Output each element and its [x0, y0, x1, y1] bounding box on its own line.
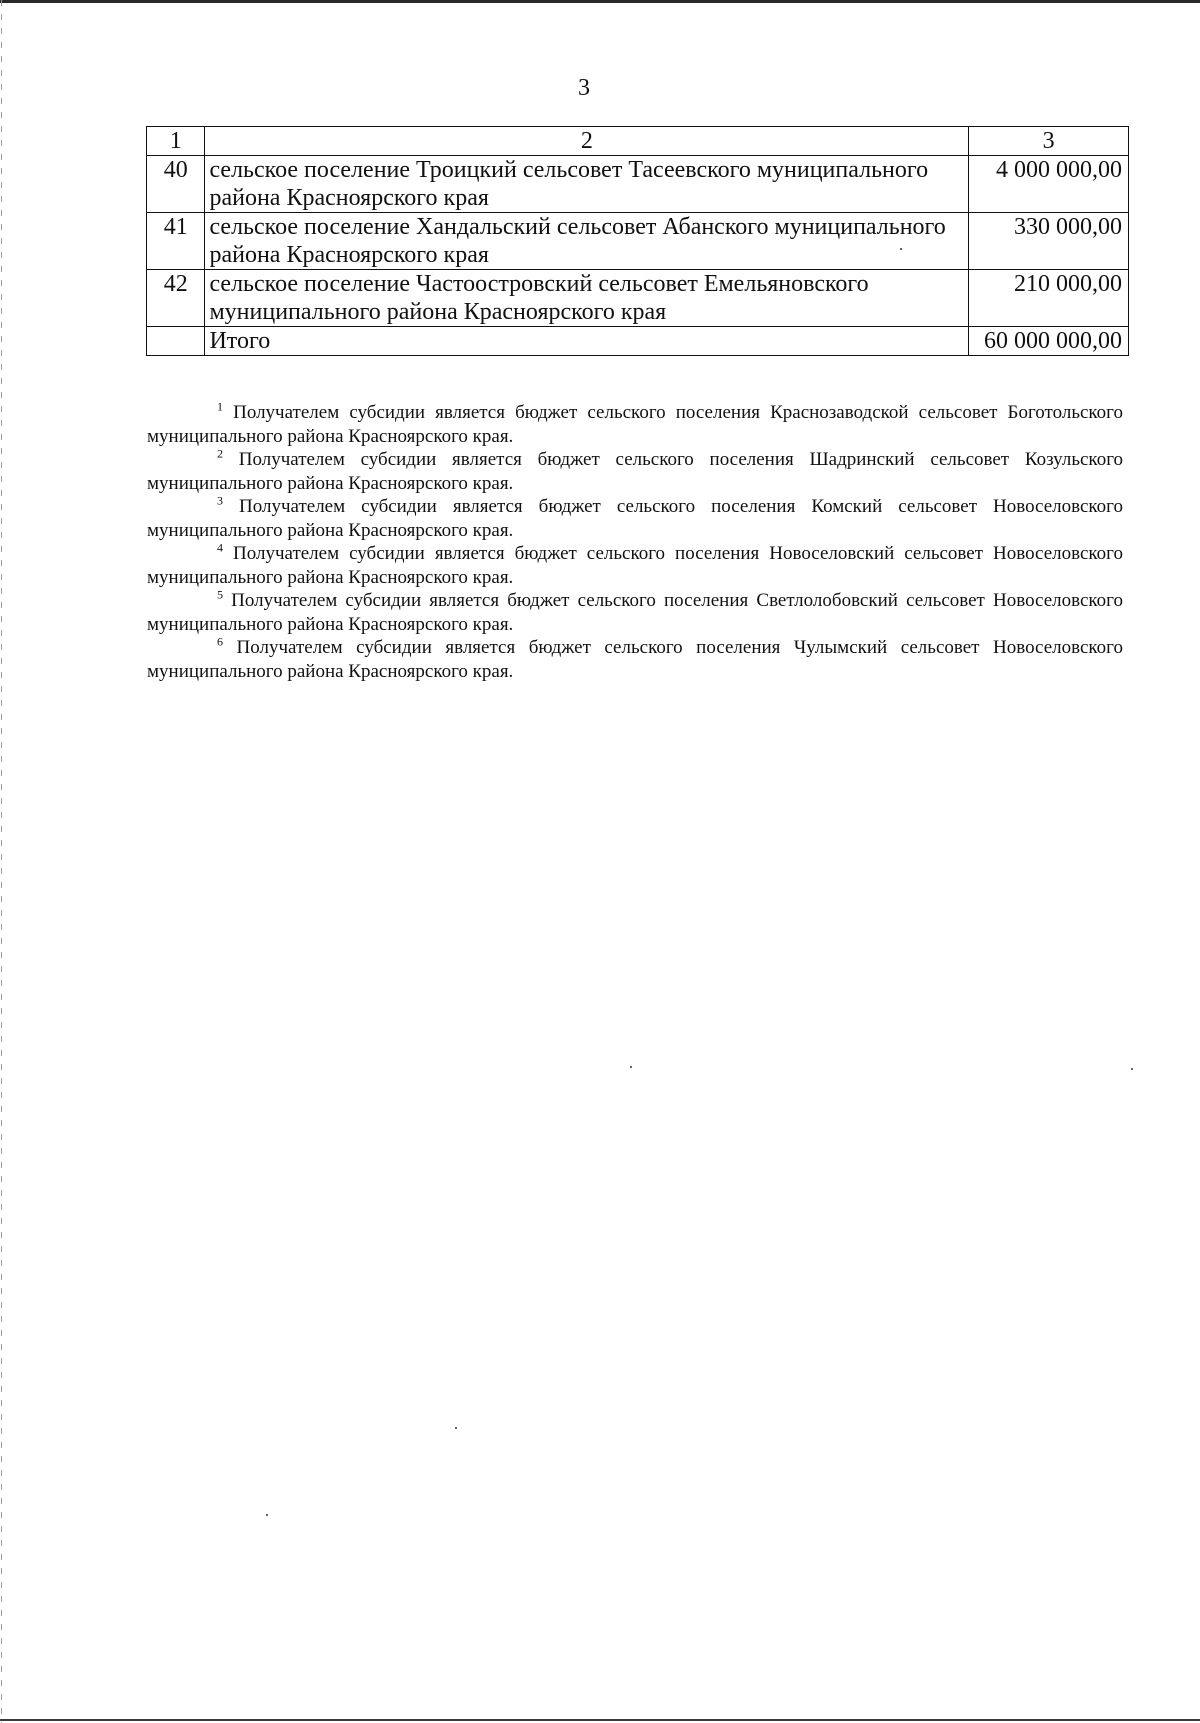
footnote-mark: 6 [217, 634, 223, 649]
recipient-name-cell: сельское поселение Хандальский сельсовет Абанского муниципального района Красноярского края [205, 213, 969, 270]
footnote-6 [147, 636, 1123, 683]
amount-cell: 330 000,00 [969, 213, 1129, 270]
footnote-mark: 2 [217, 446, 223, 461]
total-label-cell: Итого [205, 327, 969, 356]
row-number-cell: 42 [147, 270, 205, 327]
footnote-text: Получателем субсидии является бюджет сельского поселения Светлолобовский сельсовет Новоселовского муниципального района Красноярского края. [147, 590, 1123, 635]
footnote-text: Получателем субсидии является бюджет сельского поселения Чулымский сельсовет Новоселовского муниципального района Красноярского края. [147, 637, 1123, 682]
footnote-text: Получателем субсидии является бюджет сельского поселения Новоселовский сельсовет Новоселовского муниципального района Красноярского края. [147, 543, 1124, 588]
table-row [147, 270, 1129, 327]
table-header-cell-1: 1 [147, 127, 205, 156]
recipient-name-cell: сельское поселение Троицкий сельсовет Тасеевского муниципального района Красноярского края [205, 156, 969, 213]
footnote-5 [147, 589, 1123, 636]
table-row [147, 156, 1129, 213]
footnote-4 [147, 542, 1123, 589]
budget-table [146, 126, 1129, 356]
table-header-cell-3: 3 [969, 127, 1129, 156]
page-number: 3 [578, 75, 590, 101]
scan-left-edge [1, 0, 2, 1723]
footnote-mark: 3 [217, 493, 223, 508]
footnote-text: Получателем субсидии является бюджет сельского поселения Краснозаводской сельсовет Боготольского муниципального района Красноярского края. [147, 402, 1123, 447]
footnote-text: Получателем субсидии является бюджет сельского поселения Комский сельсовет Новоселовского муниципального района Красноярского края. [147, 496, 1124, 541]
amount-cell: 4 000 000,00 [969, 156, 1129, 213]
footnote-3 [147, 495, 1123, 542]
total-empty-cell [147, 327, 205, 356]
footnote-mark: 1 [217, 399, 223, 414]
recipient-name-cell: сельское поселение Частоостровский сельсовет Емельяновского муниципального района Красноярского края [205, 270, 969, 327]
footnote-mark: 4 [217, 540, 223, 555]
footnote-text: Получателем субсидии является бюджет сельского поселения Шадринский сельсовет Козульского муниципального района Красноярского края. [147, 449, 1124, 494]
scan-speck [900, 248, 902, 250]
row-number-cell: 41 [147, 213, 205, 270]
scan-speck [630, 1066, 632, 1068]
footnotes [147, 401, 1123, 683]
scan-bottom-border [0, 1719, 1200, 1721]
table-total-row [147, 327, 1129, 356]
scan-speck [266, 1514, 268, 1516]
amount-cell: 210 000,00 [969, 270, 1129, 327]
table-header-row [147, 127, 1129, 156]
footnote-mark: 5 [217, 587, 223, 602]
scan-top-border [0, 0, 1200, 3]
scan-speck [1131, 1068, 1133, 1070]
total-amount-cell: 60 000 000,00 [969, 327, 1129, 356]
table-header-cell-2: 2 [205, 127, 969, 156]
footnote-2 [147, 448, 1123, 495]
row-number-cell: 40 [147, 156, 205, 213]
table-row [147, 213, 1129, 270]
footnote-1 [147, 401, 1123, 448]
scan-speck [455, 1427, 457, 1429]
